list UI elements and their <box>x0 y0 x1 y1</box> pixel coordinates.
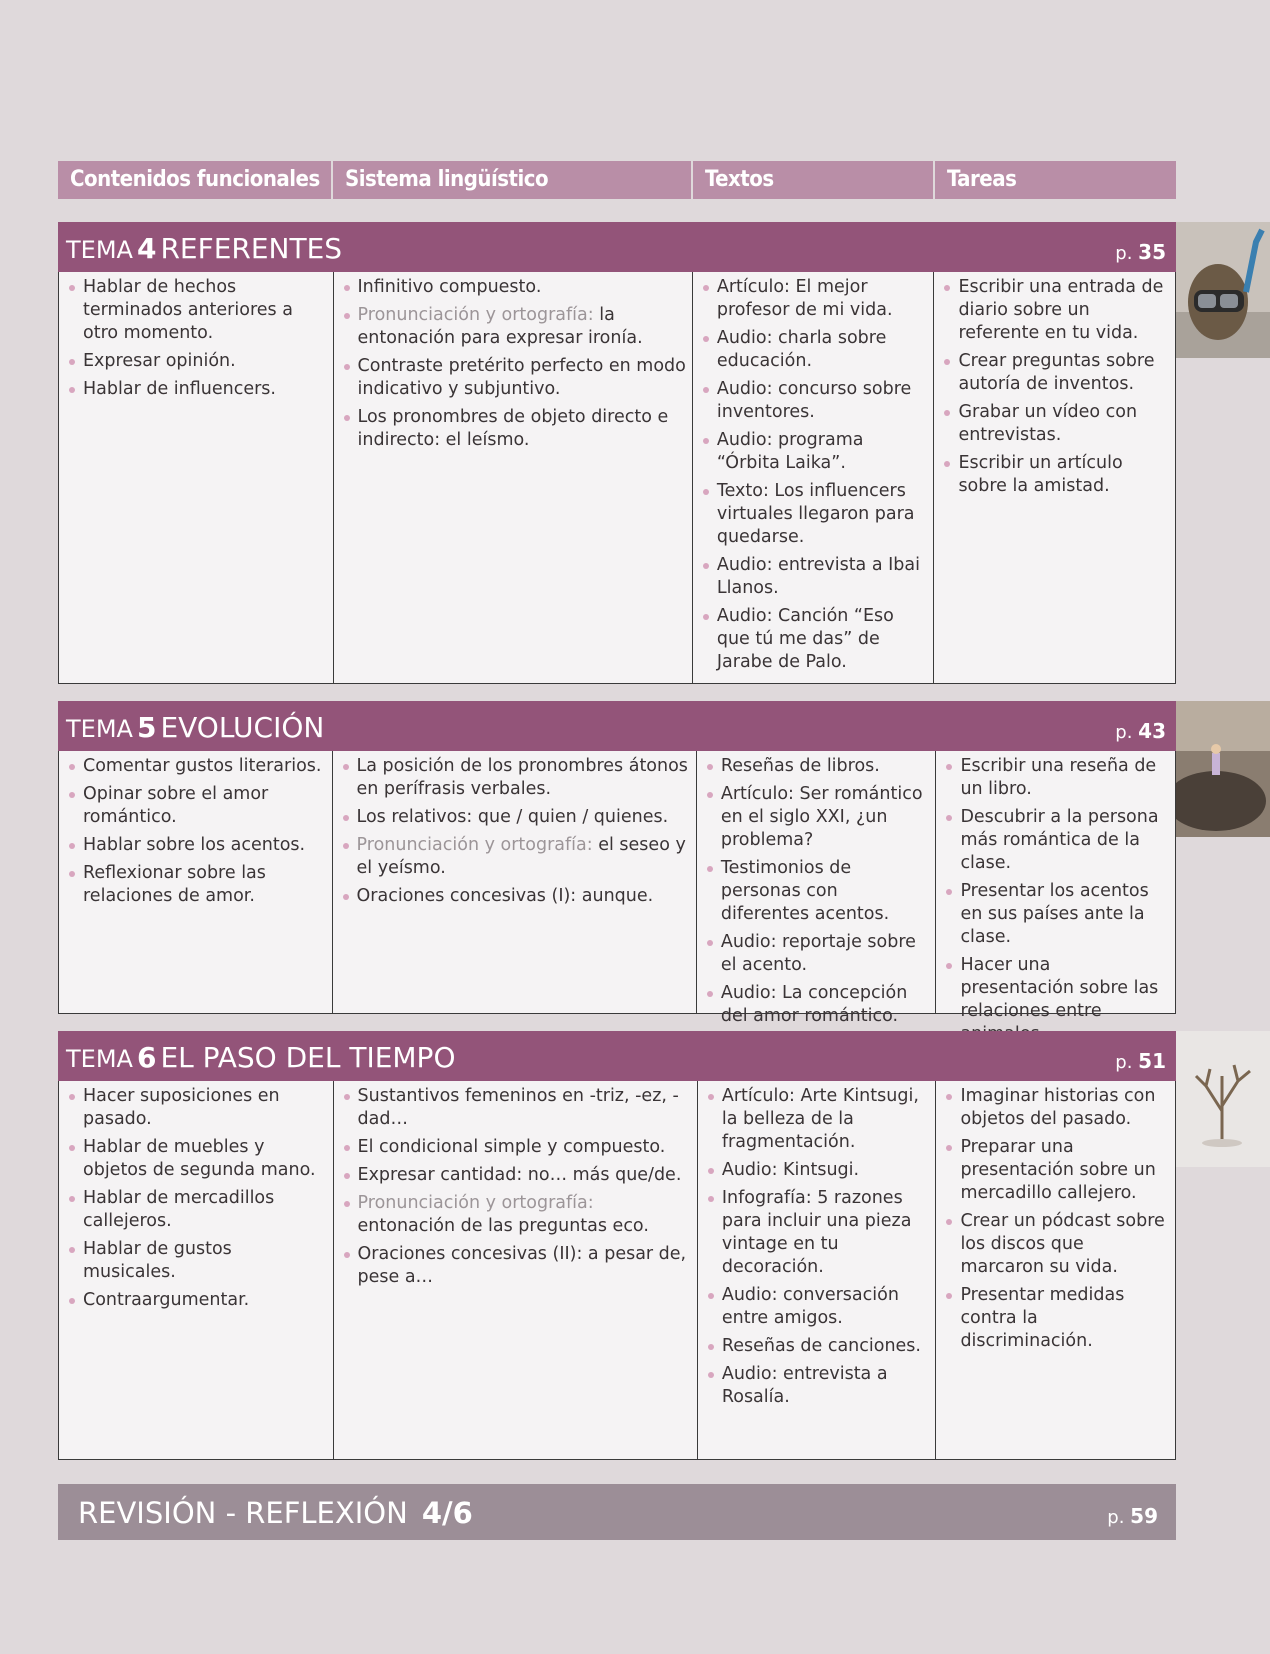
item-text: Los relativos: que / quien / quienes. <box>356 807 669 827</box>
item-text: Los pronombres de objeto directo e indirecto: el leísmo. <box>357 407 669 450</box>
col-tareas <box>936 1081 1175 1459</box>
list-item: Expresar opinión. <box>67 350 327 373</box>
header-linguistico: Sistema lingüístico <box>333 161 693 199</box>
col-tareas <box>936 751 1175 1021</box>
list-item: Reflexionar sobre las relaciones de amor. <box>67 862 326 908</box>
unit-page <box>1115 719 1166 743</box>
list-item: Escribir una reseña de un libro. <box>944 755 1169 801</box>
list-item: Hablar de gustos musicales. <box>67 1238 327 1284</box>
list-item <box>341 834 690 880</box>
page-number: 35 <box>1138 240 1166 264</box>
revision-bar <box>58 1484 1176 1540</box>
list-item: Hablar de mercadillos callejeros. <box>67 1187 327 1233</box>
unit-title-bar <box>58 222 1176 272</box>
col-linguistico <box>334 1081 698 1459</box>
list-item <box>342 406 686 452</box>
list-item: Contraargumentar. <box>67 1289 327 1312</box>
list-item: Audio: La concepción del amor romántico. <box>705 982 930 1028</box>
col-textos <box>693 272 935 683</box>
page-number: 51 <box>1138 1049 1166 1073</box>
list-item: Audio: reportaje sobre el acento. <box>705 931 930 977</box>
col-linguistico <box>334 272 693 683</box>
page-prefix: p. <box>1115 722 1133 743</box>
list-item: Hacer suposiciones en pasado. <box>67 1085 327 1131</box>
list-item: Audio: concurso sobre inventores. <box>701 378 928 424</box>
list-item: Artículo: Arte Kintsugi, la belleza de la fragmentación. <box>706 1085 930 1154</box>
unit-5 <box>58 701 1176 1026</box>
pronunciation-label: Pronunciación y ortografía: <box>357 305 594 325</box>
revision-title <box>78 1496 473 1530</box>
col-funcionales <box>59 751 333 1013</box>
list-item: Audio: Kintsugi. <box>706 1159 930 1182</box>
unit-number: 4 <box>136 232 157 265</box>
header-textos: Textos <box>693 161 935 199</box>
revision-label: REVISIÓN - REFLEXIÓN <box>78 1496 408 1530</box>
list-item <box>341 755 690 801</box>
list-item: Crear un pódcast sobre los discos que marcaron su vida. <box>944 1210 1169 1279</box>
list-item <box>342 1192 691 1238</box>
list-item: Audio: programa “Órbita Laika”. <box>701 429 928 475</box>
unit-content-grid <box>58 751 1176 1026</box>
header-funcionales: Contenidos funcionales <box>58 161 333 199</box>
item-text: La posición de los pronombres átonos en perífrasis verbales. <box>356 756 688 799</box>
unit-title <box>66 1041 455 1074</box>
list-item: Audio: conversación entre amigos. <box>706 1284 930 1330</box>
list-item: Reseñas de libros. <box>705 755 930 778</box>
unit-title-bar <box>58 1031 1176 1081</box>
item-text: la entonación para expresar ironía. <box>357 305 643 348</box>
page-prefix: p. <box>1107 1507 1125 1528</box>
list-item: Testimonios de personas con diferentes acentos. <box>705 857 930 926</box>
unit-content-grid <box>58 1081 1176 1460</box>
item-text: Sustantivos femeninos en -triz, -ez, -dad… <box>357 1086 679 1129</box>
col-textos <box>697 751 937 1026</box>
list-item <box>342 1164 691 1187</box>
list-item: Artículo: El mejor profesor de mi vida. <box>701 276 928 322</box>
list-item <box>341 806 690 829</box>
list-item <box>342 1243 691 1289</box>
unit-page <box>1115 1049 1166 1073</box>
list-item: Escribir una entrada de diario sobre un referente en tu vida. <box>942 276 1169 345</box>
item-text: Contraste pretérito perfecto en modo indicativo y subjuntivo. <box>357 356 686 399</box>
page-prefix: p. <box>1115 1052 1133 1073</box>
unit-name: EL PASO DEL TIEMPO <box>160 1041 456 1074</box>
list-item: Audio: Canción “Eso que tú me das” de Jarabe de Palo. <box>701 605 928 674</box>
page-number: 59 <box>1130 1504 1158 1528</box>
col-textos <box>698 1081 937 1459</box>
list-item: Hablar de muebles y objetos de segunda mano. <box>67 1136 327 1182</box>
column-headers <box>58 161 1176 199</box>
pronunciation-label: Pronunciación y ortografía: <box>356 835 593 855</box>
unit-number: 6 <box>136 1041 157 1074</box>
list-item: Audio: charla sobre educación. <box>701 327 928 373</box>
list-item: Texto: Los influencers virtuales llegaron para quedarse. <box>701 480 928 549</box>
item-text: El condicional simple y compuesto. <box>357 1137 666 1157</box>
unit-page <box>1115 240 1166 264</box>
tema-label: TEMA <box>66 715 133 743</box>
list-item <box>342 1136 691 1159</box>
list-item: Hacer una presentación sobre las relaciones entre <box>944 954 1169 1046</box>
col-funcionales <box>59 272 334 683</box>
unit-content-grid <box>58 272 1176 684</box>
item-text: el seseo y el yeísmo. <box>356 835 686 878</box>
list-item: Hablar sobre los acentos. <box>67 834 326 857</box>
list-item: Hablar de hechos terminados anteriores a otro momento. <box>67 276 327 345</box>
item-text: Oraciones concesivas (I): aunque. <box>356 886 654 906</box>
list-item: Hablar de influencers. <box>67 378 327 401</box>
list-item <box>342 276 686 299</box>
list-item: Escribir un artículo sobre la amistad. <box>942 452 1169 498</box>
list-item: Imaginar historias con objetos del pasado. <box>944 1085 1169 1131</box>
unit-title <box>66 232 342 265</box>
col-linguistico <box>333 751 697 1013</box>
list-item: Artículo: Ser romántico en el siglo XXI, ¿un problema? <box>705 783 930 852</box>
unit-name: REFERENTES <box>160 232 343 265</box>
unit-name: EVOLUCIÓN <box>160 711 325 744</box>
item-text: Expresar cantidad: no… más que/de. <box>357 1165 682 1185</box>
list-item: Presentar medidas contra la discriminación. <box>944 1284 1169 1353</box>
list-item: Reseñas de canciones. <box>706 1335 930 1358</box>
list-item: Audio: entrevista a Ibai Llanos. <box>701 554 928 600</box>
list-item <box>342 1085 691 1131</box>
list-item: Grabar un vídeo con entrevistas. <box>942 401 1169 447</box>
kintsugi-tree-image <box>1176 1031 1270 1167</box>
item-text: Infinitivo compuesto. <box>357 277 542 297</box>
scuba-mask-image <box>1176 222 1270 358</box>
list-item: Presentar los acentos en sus países ante la clase. <box>944 880 1169 949</box>
list-item: Opinar sobre el amor romántico. <box>67 783 326 829</box>
unit-number: 5 <box>136 711 157 744</box>
pronunciation-label: Pronunciación y ortografía: <box>357 1193 594 1213</box>
list-item <box>342 304 686 350</box>
revision-page <box>1107 1504 1158 1528</box>
list-item: Audio: entrevista a Rosalía. <box>706 1363 930 1409</box>
list-item: Comentar gustos literarios. <box>67 755 326 778</box>
unit-title <box>66 711 324 744</box>
page-number: 43 <box>1138 719 1166 743</box>
miniature-figure-image <box>1176 701 1270 837</box>
list-item <box>342 355 686 401</box>
page-prefix: p. <box>1115 243 1133 264</box>
revision-number: 4/6 <box>421 1496 473 1530</box>
tema-label: TEMA <box>66 236 133 264</box>
list-item: Infografía: 5 razones para incluir una pieza vintage en tu decoración. <box>706 1187 930 1279</box>
list-item <box>341 885 690 908</box>
unit-4 <box>58 222 1176 684</box>
col-tareas <box>934 272 1175 683</box>
item-text: Oraciones concesivas (II): a pesar de, pese a… <box>357 1244 687 1287</box>
unit-title-bar <box>58 701 1176 751</box>
unit-6 <box>58 1031 1176 1460</box>
list-item: Descubrir a la persona más romántica de la clase. <box>944 806 1169 875</box>
header-tareas: Tareas <box>935 161 1176 199</box>
col-funcionales <box>59 1081 334 1459</box>
tema-label: TEMA <box>66 1045 133 1073</box>
list-item: Crear preguntas sobre autoría de inventos. <box>942 350 1169 396</box>
list-item: Preparar una presentación sobre un mercadillo callejero. <box>944 1136 1169 1205</box>
item-text: entonación de las preguntas eco. <box>357 1216 649 1236</box>
